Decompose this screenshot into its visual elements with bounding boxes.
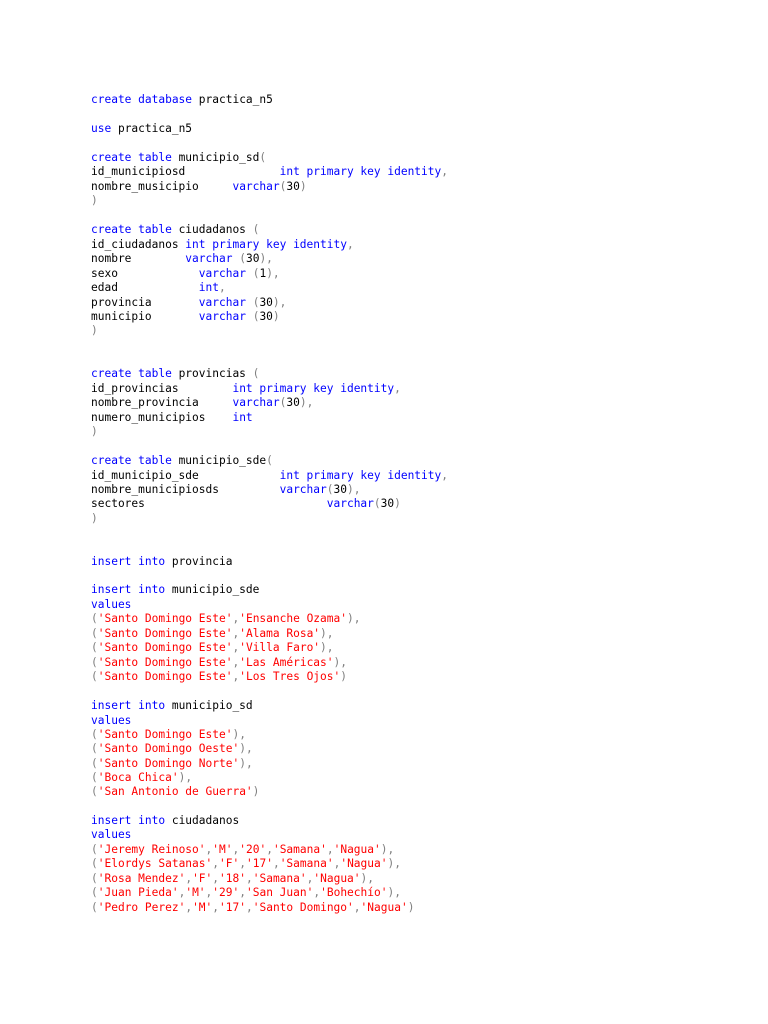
code-line <box>91 165 448 179</box>
punctuation: ) <box>91 194 98 207</box>
string-literal: 'Nagua' <box>360 901 408 914</box>
punctuation: , <box>272 857 280 870</box>
punctuation: , <box>441 165 448 178</box>
string-literal: 'Santo Domingo Oeste' <box>97 742 240 755</box>
sql-keyword: insert into <box>91 583 166 596</box>
string-literal: 'Nagua' <box>340 857 388 870</box>
sql-keyword: create table <box>91 367 172 380</box>
string-literal: 'Santo Domingo Este' <box>97 627 233 640</box>
sql-keyword: varchar <box>198 267 246 280</box>
identifier: provincia <box>165 555 233 568</box>
string-literal: 'Samana' <box>279 857 334 870</box>
code-line <box>91 252 273 266</box>
identifier: practica_n5 <box>111 122 193 135</box>
punctuation: ) <box>272 310 280 323</box>
punctuation: ), <box>299 396 314 409</box>
code-line <box>91 454 273 468</box>
identifier: id_provincias <box>91 382 233 395</box>
punctuation: , <box>219 281 226 294</box>
punctuation: ( <box>91 757 98 770</box>
sql-keyword: int primary key identity <box>279 165 442 178</box>
sql-keyword: varchar <box>232 396 280 409</box>
punctuation: , <box>212 857 220 870</box>
punctuation: ), <box>320 627 334 640</box>
code-line <box>91 612 360 626</box>
punctuation: , <box>232 843 240 856</box>
code-line <box>91 324 98 338</box>
identifier: numero_municipios <box>91 411 233 424</box>
punctuation: , <box>346 238 354 251</box>
sql-keyword: create table <box>91 151 172 164</box>
punctuation: , <box>232 612 240 625</box>
punctuation: , <box>232 641 240 654</box>
string-literal: 'Santo Domingo' <box>252 901 354 914</box>
punctuation: ) <box>91 512 98 525</box>
code-line <box>91 857 401 871</box>
sql-keyword: varchar <box>198 310 246 323</box>
punctuation: ), <box>266 267 280 280</box>
string-literal: 'Las Américas' <box>239 656 334 669</box>
code-line <box>91 281 226 295</box>
punctuation: , <box>205 843 213 856</box>
code-line <box>91 367 259 381</box>
string-literal: '17' <box>245 857 273 870</box>
punctuation: ( <box>91 785 98 798</box>
identifier: municipio_sd <box>165 699 253 712</box>
punctuation: ), <box>347 612 361 625</box>
string-literal: 'Santo Domingo Este' <box>97 641 233 654</box>
string-literal: 'Pedro Perez' <box>97 901 186 914</box>
code-line <box>91 296 286 310</box>
punctuation: ( <box>259 151 267 164</box>
identifier: nombre_municipiosds <box>91 483 280 496</box>
string-literal: '29' <box>212 886 240 899</box>
string-literal: '18' <box>219 872 246 885</box>
code-line <box>91 714 131 728</box>
punctuation: , <box>245 872 253 885</box>
code-line <box>91 223 259 237</box>
identifier: 30 <box>259 296 273 309</box>
punctuation: ), <box>333 656 347 669</box>
string-literal: 'M' <box>192 901 213 914</box>
punctuation: ), <box>387 857 401 870</box>
code-line <box>91 757 253 771</box>
punctuation: , <box>441 469 448 482</box>
punctuation: , <box>232 627 240 640</box>
string-literal: 'Boca Chica' <box>97 771 179 784</box>
string-literal: 'Samana' <box>272 843 327 856</box>
string-literal: 'Santo Domingo Este' <box>97 728 233 741</box>
string-literal: 'Santo Domingo Este' <box>97 670 233 683</box>
sql-keyword: insert into <box>91 814 166 827</box>
identifier: municipio <box>91 310 199 323</box>
punctuation: ), <box>259 252 273 265</box>
identifier: 30 <box>380 497 395 510</box>
code-line <box>91 699 253 713</box>
sql-keyword: values <box>91 598 132 611</box>
string-literal: 'Rosa Mendez' <box>97 872 186 885</box>
sql-keyword: create database <box>91 93 193 106</box>
identifier: 30 <box>286 180 300 193</box>
punctuation: , <box>178 886 186 899</box>
code-line <box>91 411 253 425</box>
punctuation: , <box>326 843 334 856</box>
identifier: ciudadanos <box>171 223 253 236</box>
punctuation: , <box>239 886 246 899</box>
string-literal: 'Juan Pieda' <box>97 886 179 899</box>
punctuation: ( <box>91 728 98 741</box>
punctuation: ( <box>279 180 287 193</box>
punctuation: ( <box>279 396 287 409</box>
sql-keyword: create table <box>91 454 172 467</box>
sql-keyword: insert into <box>91 699 166 712</box>
identifier: 30 <box>333 483 347 496</box>
sql-keyword: varchar <box>198 296 246 309</box>
sql-keyword: varchar <box>326 497 374 510</box>
identifier: nombre_musicipio <box>91 180 233 193</box>
sql-keyword: values <box>91 714 132 727</box>
punctuation: ), <box>387 886 401 899</box>
code-line <box>91 814 239 828</box>
string-literal: 'Villa Faro' <box>239 641 321 654</box>
punctuation: ( <box>252 310 260 323</box>
code-line <box>91 771 192 785</box>
identifier: provincias <box>171 367 253 380</box>
identifier: sexo <box>91 267 199 280</box>
code-line <box>91 656 347 670</box>
identifier: 30 <box>259 310 273 323</box>
sql-keyword: values <box>91 828 132 841</box>
sql-keyword: int primary key identity <box>185 238 347 251</box>
code-line <box>91 151 266 165</box>
punctuation: ) <box>407 901 415 914</box>
code-line <box>91 122 192 136</box>
code-line <box>91 785 259 799</box>
code-line <box>91 382 401 396</box>
code-line <box>91 512 98 526</box>
punctuation: ), <box>320 641 334 654</box>
punctuation: ( <box>266 454 273 467</box>
punctuation: , <box>185 901 193 914</box>
code-line <box>91 627 334 641</box>
identifier <box>246 296 253 309</box>
string-literal: 'Nagua' <box>313 872 361 885</box>
punctuation: ), <box>380 843 395 856</box>
punctuation: , <box>333 857 341 870</box>
punctuation: ( <box>91 612 98 625</box>
code-line <box>91 828 131 842</box>
sql-keyword: varchar <box>279 483 327 496</box>
code-line <box>91 310 280 324</box>
string-literal: 'Alama Rosa' <box>239 627 321 640</box>
sql-keyword: int primary key identity <box>232 382 395 395</box>
punctuation: , <box>306 872 314 885</box>
punctuation: ( <box>252 267 260 280</box>
punctuation: ( <box>91 872 98 885</box>
string-literal: 'Santo Domingo Este' <box>97 612 233 625</box>
punctuation: , <box>394 382 401 395</box>
identifier: provincia <box>91 296 199 309</box>
punctuation: ), <box>272 296 287 309</box>
punctuation: , <box>313 886 321 899</box>
punctuation: , <box>185 872 193 885</box>
identifier: municipio_sde <box>165 583 260 596</box>
punctuation: , <box>205 886 213 899</box>
punctuation: ( <box>252 296 260 309</box>
code-line <box>91 497 401 511</box>
punctuation: ( <box>91 670 98 683</box>
code-line <box>91 872 374 886</box>
string-literal: 'M' <box>185 886 206 899</box>
string-literal: 'F' <box>219 857 240 870</box>
string-literal: 'Bohechío' <box>320 886 388 899</box>
punctuation: ), <box>360 872 375 885</box>
punctuation: ), <box>232 728 246 741</box>
string-literal: 'Los Tres Ojos' <box>239 670 341 683</box>
string-literal: 'Santo Domingo Este' <box>97 656 233 669</box>
punctuation: ) <box>340 670 348 683</box>
identifier: id_municipio_sde <box>91 469 280 482</box>
code-line <box>91 843 394 857</box>
identifier: nombre_provincia <box>91 396 233 409</box>
sql-keyword: int <box>232 411 253 424</box>
code-line <box>91 396 313 410</box>
code-line <box>91 425 98 439</box>
sql-keyword: varchar <box>232 180 280 193</box>
punctuation: ( <box>239 252 246 265</box>
punctuation: , <box>232 656 240 669</box>
code-line <box>91 93 273 107</box>
sql-keyword: use <box>91 122 112 135</box>
punctuation: , <box>353 901 361 914</box>
code-line <box>91 742 253 756</box>
identifier: 30 <box>245 252 260 265</box>
code-line <box>91 469 448 483</box>
string-literal: 'Nagua' <box>333 843 381 856</box>
sql-keyword: int <box>198 281 219 294</box>
string-literal: 'F' <box>192 872 213 885</box>
punctuation: ( <box>326 483 334 496</box>
identifier: municipio_sde <box>171 454 267 467</box>
code-line <box>91 267 280 281</box>
code-line <box>91 238 354 252</box>
punctuation: ) <box>252 785 260 798</box>
punctuation: ( <box>91 656 98 669</box>
string-literal: 'M' <box>212 843 233 856</box>
punctuation: ), <box>239 742 253 755</box>
string-literal: '17' <box>219 901 246 914</box>
string-literal: 'San Antonio de Guerra' <box>97 785 253 798</box>
code-line <box>91 641 334 655</box>
code-line <box>91 583 259 597</box>
punctuation: ( <box>91 627 98 640</box>
identifier: nombre <box>91 252 186 265</box>
punctuation: ( <box>252 223 260 236</box>
punctuation: ) <box>91 324 98 337</box>
punctuation: , <box>212 872 220 885</box>
punctuation: ), <box>346 483 361 496</box>
string-literal: 'Elordys Satanas' <box>97 857 213 870</box>
punctuation: ) <box>91 425 98 438</box>
punctuation: ( <box>252 367 260 380</box>
punctuation: ( <box>91 742 98 755</box>
punctuation: ( <box>91 843 98 856</box>
sql-keyword: insert into <box>91 555 166 568</box>
punctuation: ( <box>91 771 98 784</box>
string-literal: 'San Juan' <box>246 886 314 899</box>
code-line <box>91 180 307 194</box>
punctuation: ) <box>299 180 307 193</box>
sql-keyword: varchar <box>185 252 233 265</box>
punctuation: ( <box>91 641 98 654</box>
identifier: edad <box>91 281 199 294</box>
punctuation: ( <box>373 497 381 510</box>
code-line <box>91 483 360 497</box>
code-line <box>91 901 414 915</box>
identifier: sectores <box>91 497 327 510</box>
punctuation: , <box>266 843 273 856</box>
string-literal: 'Jeremy Reinoso' <box>97 843 206 856</box>
code-line <box>91 555 232 569</box>
code-line <box>91 670 347 684</box>
punctuation: ), <box>178 771 193 784</box>
identifier: id_ciudadanos <box>91 238 186 251</box>
punctuation: ) <box>394 497 401 510</box>
identifier: ciudadanos <box>165 814 240 827</box>
string-literal: 'Samana' <box>252 872 307 885</box>
identifier <box>246 267 253 280</box>
punctuation: , <box>239 857 246 870</box>
identifier <box>246 310 253 323</box>
code-line <box>91 886 401 900</box>
identifier: 30 <box>286 396 300 409</box>
sql-keyword: create table <box>91 223 172 236</box>
identifier: id_municipiosd <box>91 165 280 178</box>
identifier: practica_n5 <box>192 93 273 106</box>
identifier: municipio_sd <box>171 151 260 164</box>
string-literal: 'Santo Domingo Norte' <box>97 757 240 770</box>
code-line <box>91 194 98 208</box>
punctuation: ( <box>91 901 98 914</box>
punctuation: , <box>245 901 253 914</box>
string-literal: '20' <box>239 843 267 856</box>
punctuation: , <box>232 670 240 683</box>
punctuation: , <box>212 901 220 914</box>
code-line <box>91 728 246 742</box>
punctuation: ( <box>91 857 98 870</box>
code-line <box>91 598 131 612</box>
identifier: 1 <box>259 267 267 280</box>
punctuation: ), <box>239 757 253 770</box>
string-literal: 'Ensanche Ozama' <box>239 612 347 625</box>
punctuation: ( <box>91 886 98 899</box>
sql-keyword: int primary key identity <box>279 469 442 482</box>
